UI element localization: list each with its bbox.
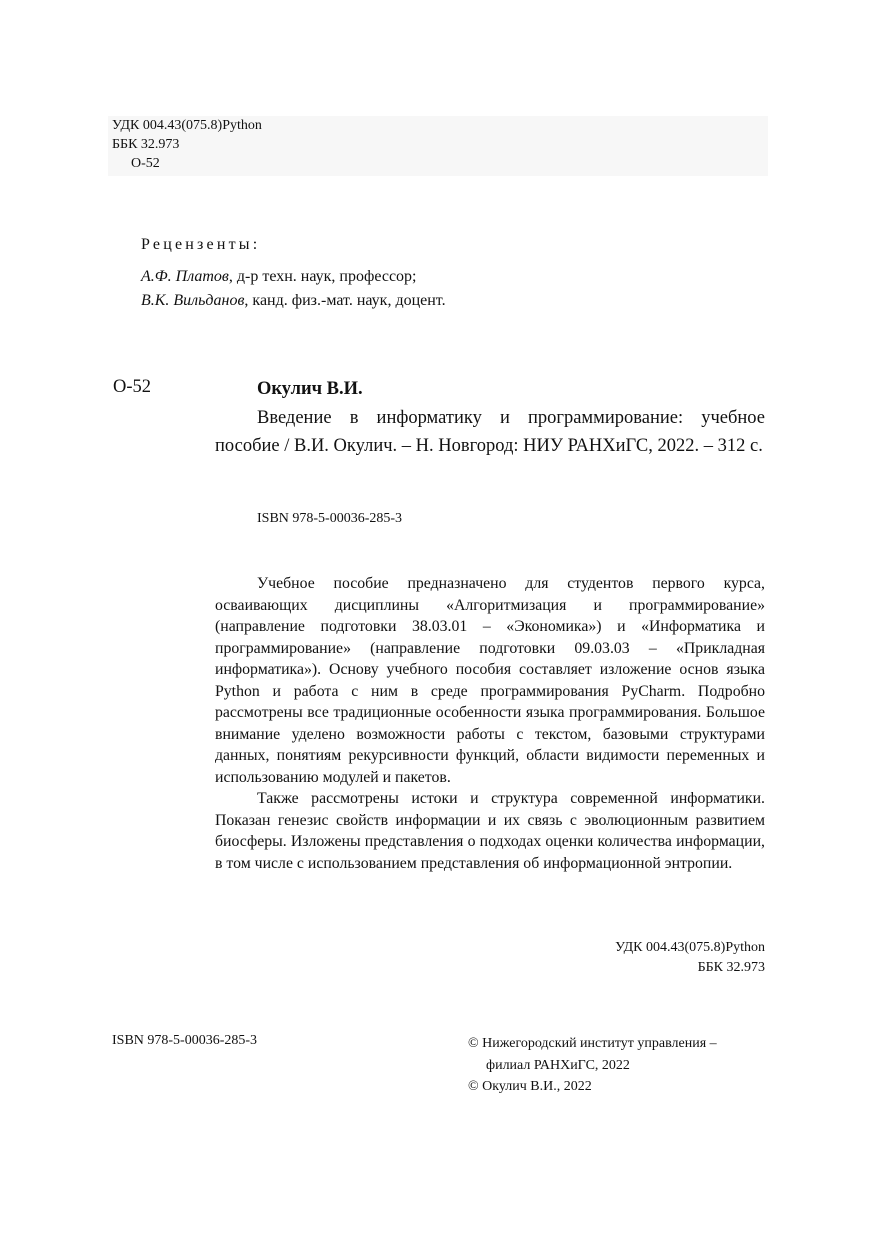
- copyright-institute: © Нижегородский институт управления –: [468, 1036, 717, 1051]
- classification-footer: [615, 938, 765, 978]
- reviewers-heading: Рецензенты:: [141, 236, 261, 253]
- book-author: Окулич В.И.: [257, 379, 363, 399]
- author-mark: О-52: [131, 156, 160, 171]
- copyright-author: © Окулич В.И., 2022: [468, 1079, 592, 1094]
- reviewer-2-name: В.К. Вильданов: [141, 292, 245, 309]
- footer-isbn: ISBN 978-5-00036-285-3: [112, 1033, 258, 1048]
- reviewer-2-details: , канд. физ.-мат. наук, доцент.: [244, 292, 446, 309]
- footer-bbk-code: ББК 32.973: [697, 960, 765, 975]
- bibliographic-author-mark: О-52: [113, 377, 152, 397]
- bbk-code: ББК 32.973: [112, 137, 180, 152]
- copyright-institute-branch: филиал РАНХиГС, 2022: [486, 1057, 630, 1073]
- reviewer-1: [141, 268, 417, 286]
- reviewer-1-name: А.Ф. Платов: [141, 268, 229, 285]
- abstract-paragraph-2: Также рассмотрены истоки и структура современной информатики. Показан генезис свойств информации и их связь с эволюционным развитием биосферы. Изложены представления о подходах оценки количества информации, в том числе с использованием представления об информационной энтропии.: [215, 790, 765, 872]
- reviewer-2: [141, 292, 446, 310]
- copyright-block: [468, 1033, 717, 1098]
- reviewer-1-details: , д-р техн. наук, профессор;: [228, 268, 417, 285]
- classification-block: [108, 116, 768, 176]
- udk-code: УДК 004.43(075.8)Python: [112, 118, 262, 133]
- footer-udk-code: УДК 004.43(075.8)Python: [615, 940, 765, 955]
- abstract: [215, 573, 765, 874]
- abstract-paragraph-1: Учебное пособие предназначено для студентов первого курса, осваивающих дисциплины «Алгоритмизация и программирование» (направление подготовки 38.03.01 – «Экономика») и «Информатика и программирование» (направление подготовки 09.03.03 – «Прикладная информатика»). Основу учебного пособия составляет изложение основ языка Python и работа с ним в среде программирования PyCharm. Подробно рассмотрены все традиционные особенности языка программирования. Большое внимание уделено возможности работы с текстом, базовыми структурами данных, понятиям рекурсивности функций, области видимости переменных и использованию модулей и пакетов.: [215, 575, 765, 786]
- book-isbn: ISBN 978-5-00036-285-3: [257, 511, 403, 526]
- book-title-description: Введение в информатику и программирование: учебное пособие / В.И. Окулич. – Н. Новгород: НИУ РАНХиГС, 2022. – 312 с.: [215, 408, 765, 456]
